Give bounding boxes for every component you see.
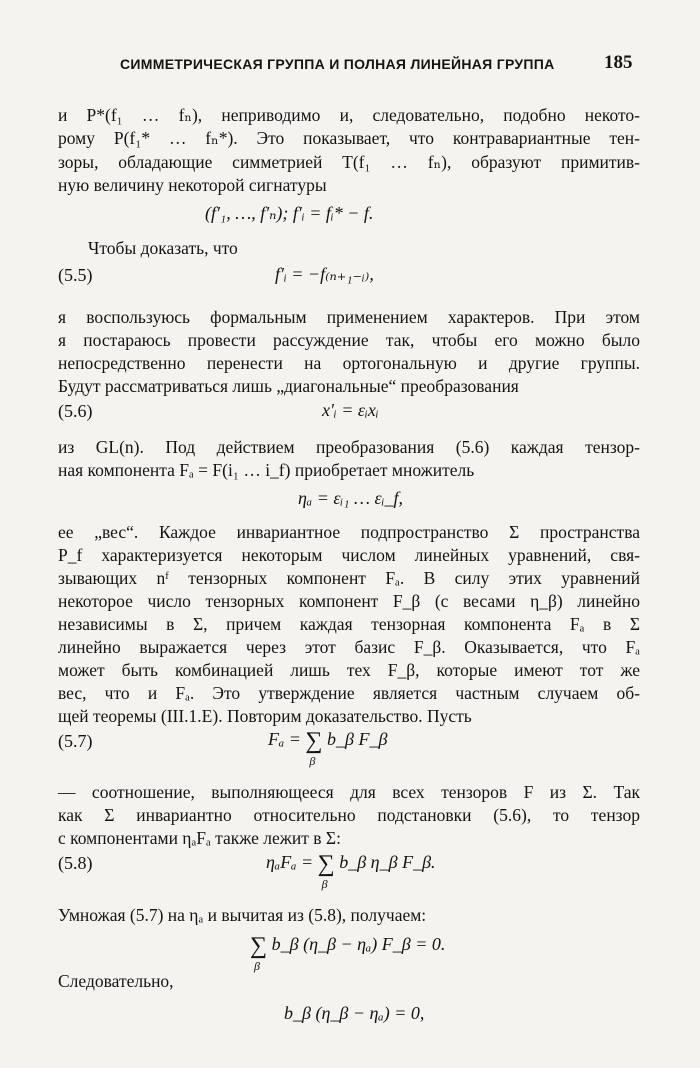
- sum-index: β: [321, 877, 328, 891]
- text-line: линейно выражается через этот базис F_β. Оказывается, что Fₐ: [58, 637, 640, 657]
- text-line: может быть комбинацией лишь тех F_β, которые имеют тот же: [58, 660, 640, 680]
- text-line: зывающих nᶠ тензорных компонент Fₐ. В силу этих уравнений: [58, 568, 640, 588]
- sum-symbol: ∑ β: [250, 933, 268, 973]
- equation-5-5: f′ᵢ = −f₍ₙ₊₁₋ᵢ₎,: [275, 264, 374, 284]
- sum-symbol: ∑ β: [317, 851, 335, 891]
- equation-number: (5.6): [58, 401, 93, 421]
- text-line: независимы в Σ, причем каждая тензорная компонента Fₐ в Σ: [58, 614, 640, 634]
- text-line: Чтобы доказать, что: [88, 238, 238, 258]
- signature-equation: (f′₁, …, f′ₙ); f′ᵢ = fᵢ* − f.: [205, 203, 374, 223]
- text-line: ную величину некоторой сигнатуры: [58, 175, 327, 195]
- text-line: — соотношение, выполняющееся для всех тензоров F из Σ. Так: [58, 782, 640, 802]
- equation-number: (5.5): [58, 265, 93, 285]
- text-line: ее „вес“. Каждое инвариантное подпространство Σ пространства: [58, 522, 640, 542]
- text-line: щей теоремы (III.1.E). Повторим доказательство. Пусть: [58, 706, 472, 726]
- equation-5-8: [266, 851, 436, 891]
- text-line: рому P(f₁* … fₙ*). Это показывает, что контравариантные тен-: [58, 128, 640, 148]
- text-line: Будут рассматриваться лишь „диагональные“ преобразования: [58, 376, 519, 396]
- equation-rhs: b_β F_β: [327, 729, 388, 749]
- page-number: 185: [604, 52, 633, 73]
- final-equation: b_β (η_β − ηₐ) = 0,: [284, 1003, 425, 1023]
- difference-equation: [250, 933, 446, 973]
- text-line: из GL(n). Под действием преобразования (5.6) каждая тензор-: [58, 437, 640, 457]
- text-line: и P*(f₁ … fₙ), неприводимо и, следовательно, подобно некото-: [58, 105, 640, 125]
- text-line: вес, что и Fₐ. Это утверждение является частным случаем об-: [58, 683, 640, 703]
- text-line: P_f характеризуется некоторым числом линейных уравнений, свя-: [58, 545, 640, 565]
- text-line: как Σ инвариантно относительно подстановки (5.6), то тензор: [58, 805, 640, 825]
- equation-5-7: [268, 728, 388, 768]
- text-line: Умножая (5.7) на ηₐ и вычитая из (5.8), получаем:: [58, 905, 427, 925]
- equation-lhs: Fₐ =: [268, 729, 301, 749]
- text-line: зоры, обладающие симметрией T(f₁ … fₙ), образуют примитив-: [58, 152, 640, 172]
- equation-number: (5.7): [58, 731, 93, 751]
- equation-lhs: ηₐFₐ =: [266, 852, 314, 872]
- text-line: непосредственно перенести на ортогональную и другие группы.: [58, 353, 640, 373]
- text-line: я воспользуюсь формальным применением характеров. При этом: [58, 307, 640, 327]
- running-title: СИММЕТРИЧЕСКАЯ ГРУППА И ПОЛНАЯ ЛИНЕЙНАЯ ГРУППА: [120, 56, 555, 72]
- sum-index: β: [254, 959, 260, 973]
- text-line: Следовательно,: [58, 971, 174, 991]
- equation-number: (5.8): [58, 853, 93, 873]
- equation-rhs: b_β η_β F_β.: [339, 852, 436, 872]
- text-line: ная компонента Fₐ = F(i₁ … i_f) приобретает множитель: [58, 460, 475, 480]
- text-line: с компонентами ηₐFₐ также лежит в Σ:: [58, 828, 341, 848]
- weight-equation: ηₐ = εᵢ₁ … εᵢ_f,: [298, 488, 403, 508]
- sum-symbol: ∑ β: [305, 728, 323, 768]
- sum-index: β: [309, 754, 316, 768]
- text-line: я постараюсь провести рассуждение так, чтобы его можно было: [58, 330, 640, 350]
- text-line: некоторое число тензорных компонент F_β (с весами η_β) линейно: [58, 591, 640, 611]
- equation-rhs: b_β (η_β − ηₐ) F_β = 0.: [271, 934, 446, 954]
- equation-5-6: x′ᵢ = εᵢxᵢ: [322, 400, 379, 420]
